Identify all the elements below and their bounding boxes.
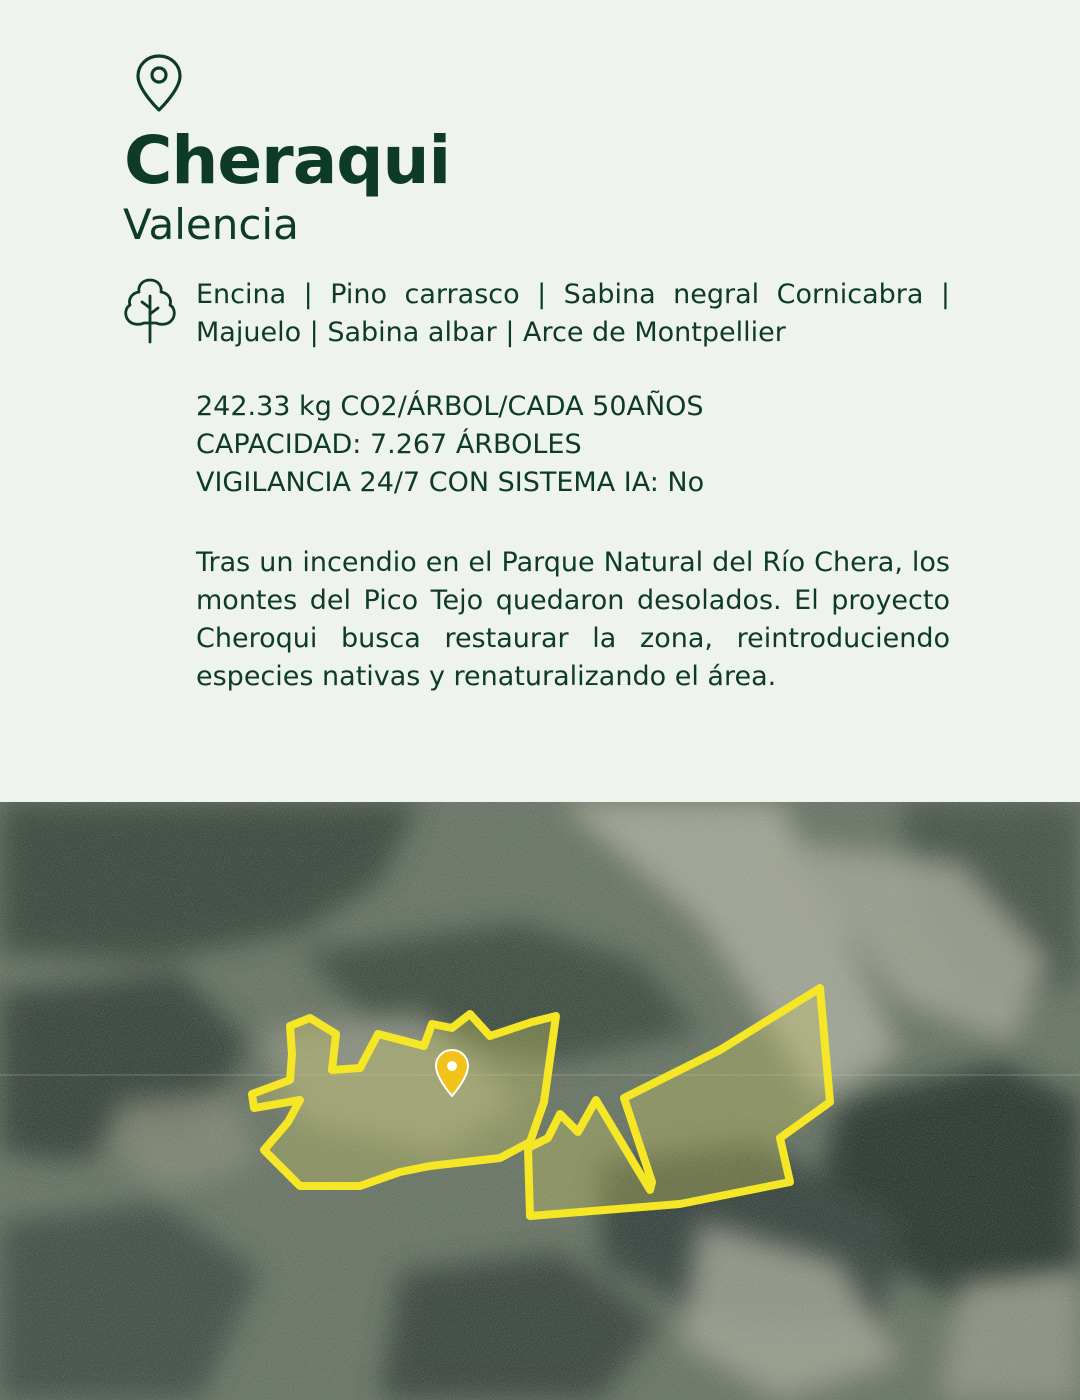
tree-icon — [122, 276, 178, 346]
map-pin-icon — [132, 52, 186, 114]
page-title: Cheraqui — [124, 122, 451, 199]
region-subtitle: Valencia — [123, 200, 299, 249]
co2-stat: 242.33 kg CO2/ÁRBOL/CADA 50AÑOS — [196, 391, 704, 422]
project-description: Tras un incendio en el Parque Natural del Río Chera, los montes del Pico Tejo quedaron desolados. El proyecto Cheroqui busca restaurar la zona, reintroduciendo especies nativas y renaturalizando el área. — [196, 547, 950, 692]
species-list: Encina | Pino carrasco | Sabina negral Cornicabra | Majuelo | Sabina albar | Arce de Montpellier — [196, 279, 950, 348]
surveillance-stat: VIGILANCIA 24/7 CON SISTEMA IA: No — [196, 467, 705, 498]
project-stats — [196, 388, 950, 502]
project-info — [196, 276, 950, 696]
capacity-stat: CAPACIDAD: 7.267 ÁRBOLES — [196, 429, 582, 460]
satellite-map[interactable] — [0, 802, 1080, 1400]
